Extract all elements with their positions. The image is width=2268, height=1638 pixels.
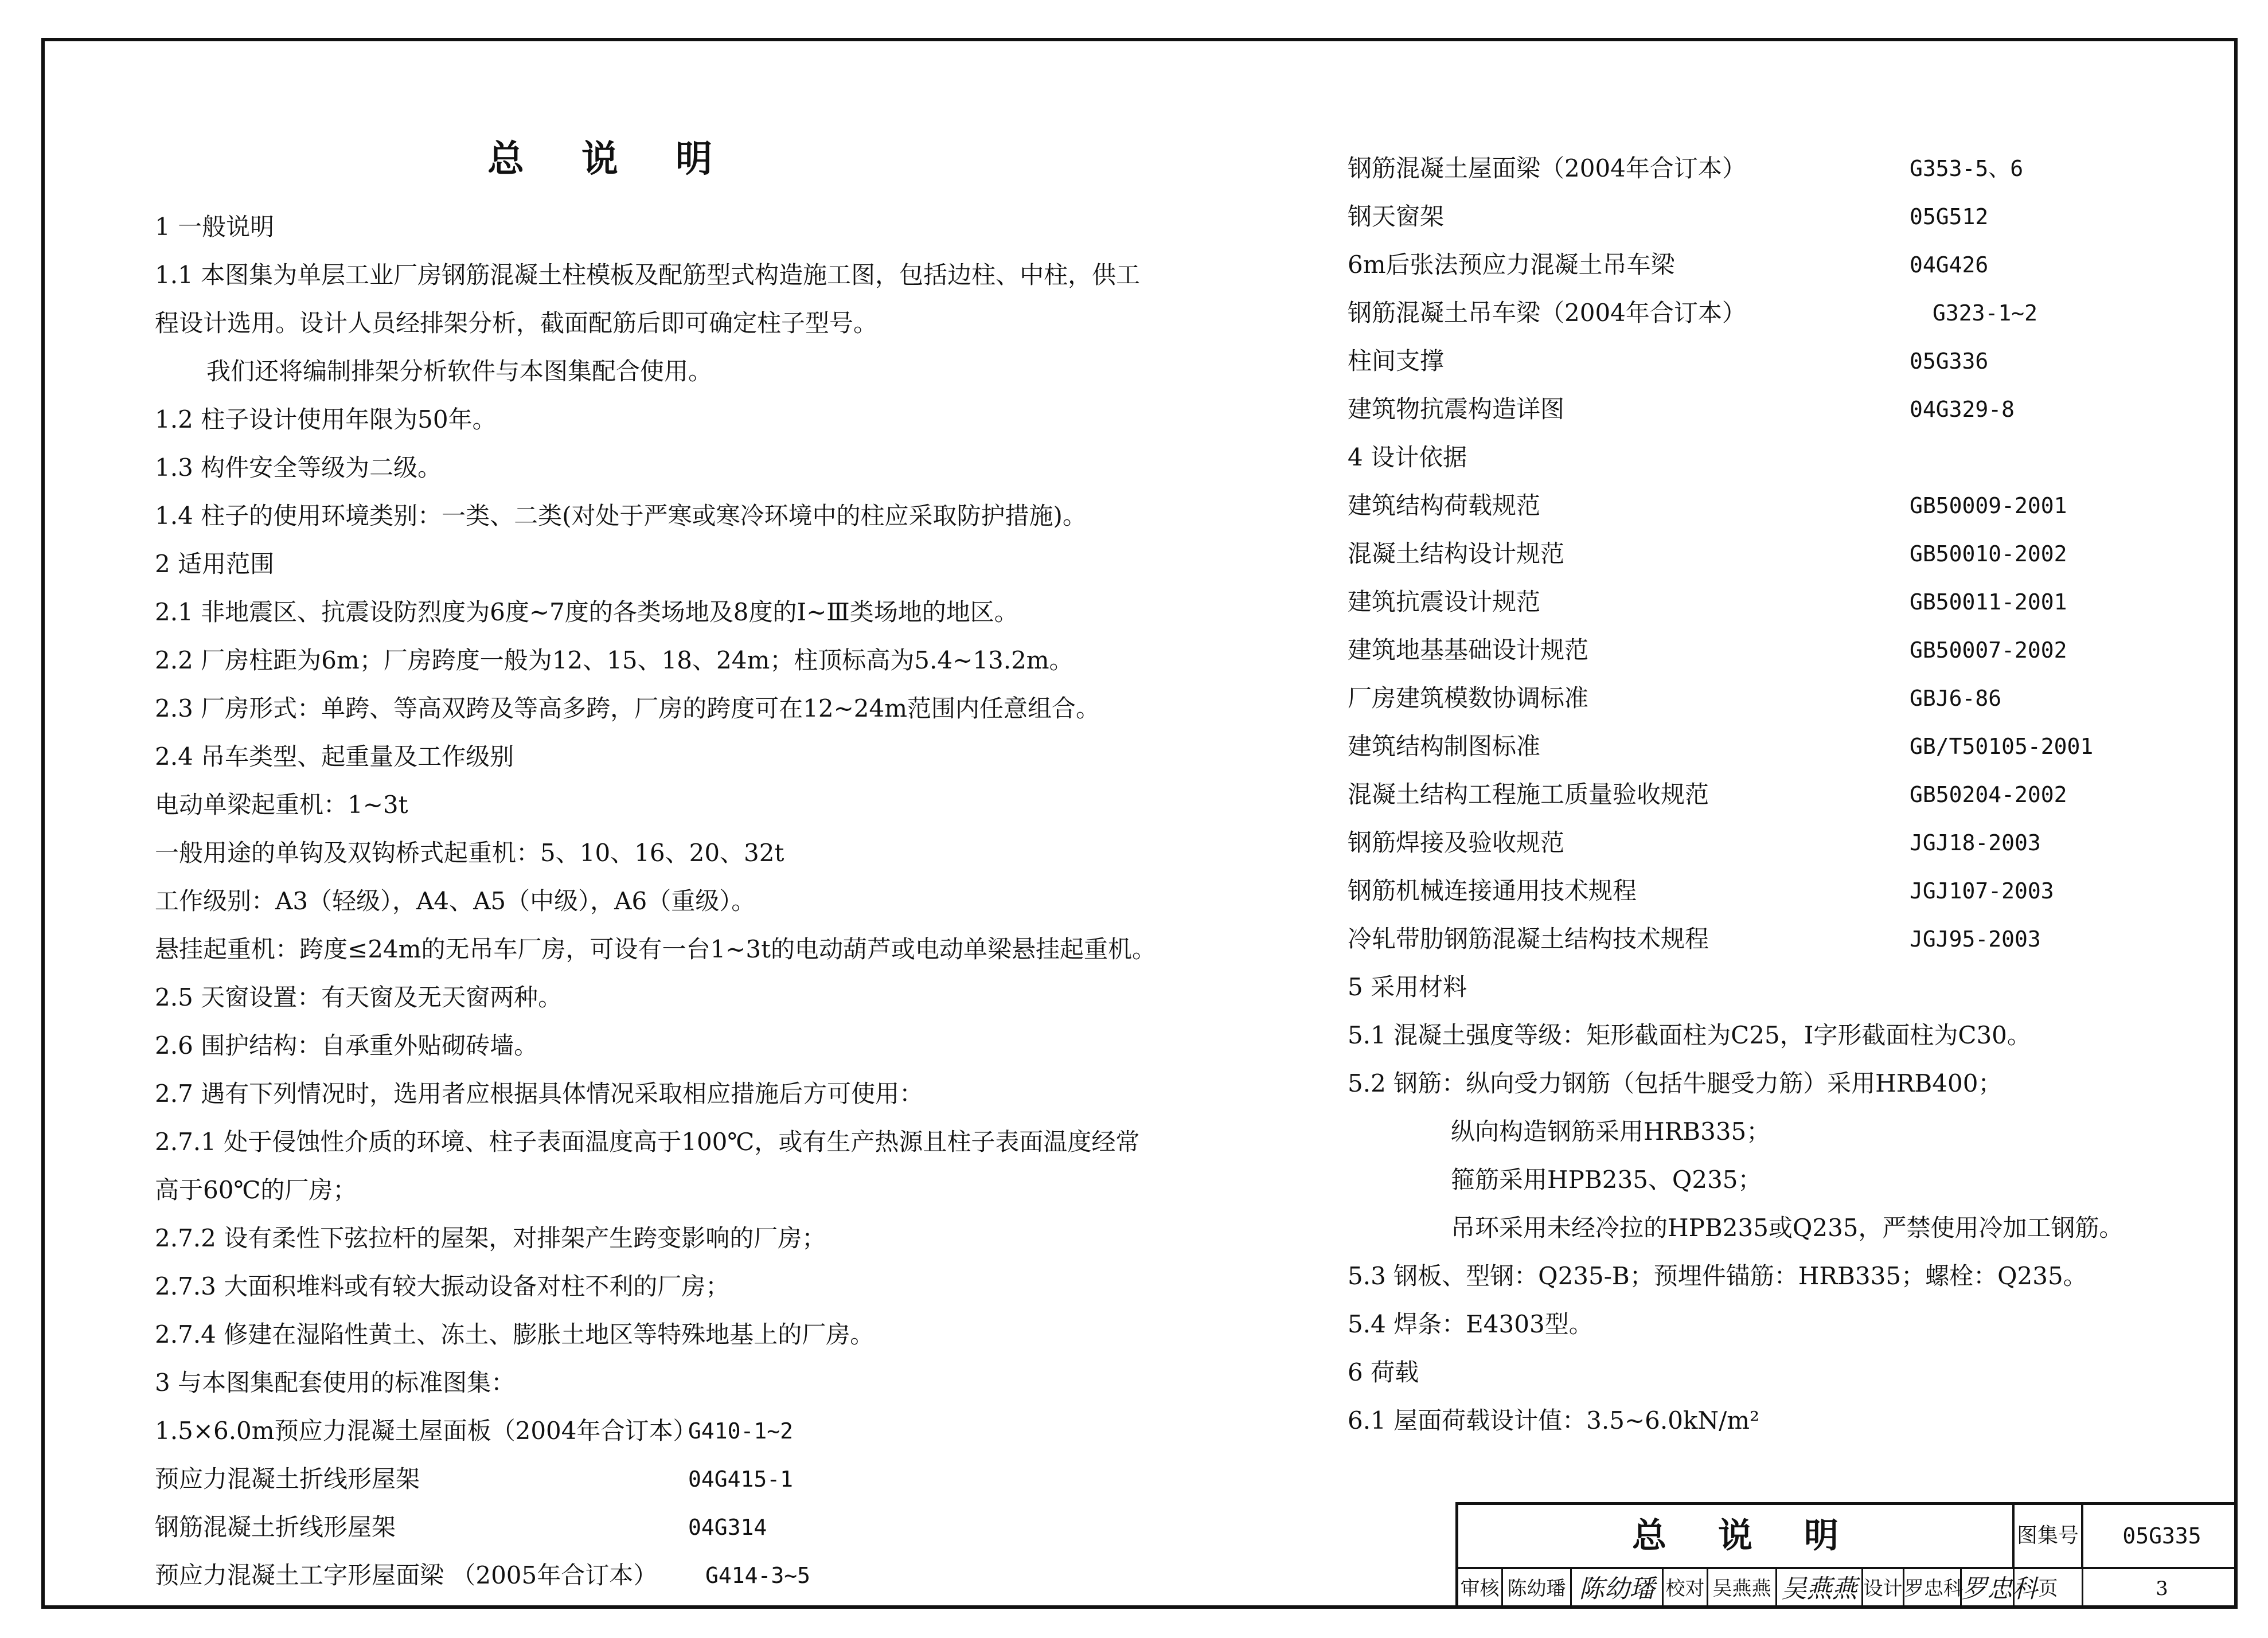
- reference-code: JGJ107-2003: [1910, 878, 2054, 904]
- reference-title: 建筑结构制图标准: [1348, 732, 1541, 760]
- reference-code: GB50204-2002: [1910, 782, 2067, 807]
- reference-title: 钢筋焊接及验收规范: [1348, 828, 1565, 857]
- reference-row: [1348, 144, 2150, 193]
- page-label: 页: [2015, 1569, 2083, 1609]
- text-line: 2.3 厂房形式：单跨、等高双跨及等高多跨，厂房的跨度可在12~24m范围内任意组合。: [155, 694, 1100, 722]
- reference-title: 柱间支撑: [1348, 347, 1445, 375]
- reference-title: 钢筋机械连接通用技术规程: [1348, 877, 1637, 905]
- reference-row: [155, 1551, 1130, 1600]
- reference-row: [1348, 819, 2150, 867]
- right-column: [1348, 144, 2150, 1445]
- reference-row: [1348, 385, 2150, 433]
- reference-title: 预应力混凝土工字形屋面梁 （2005年合订本）: [155, 1561, 658, 1589]
- designer-signature: 罗忠科: [1962, 1569, 2015, 1609]
- text-line: 2.7.1 处于侵蚀性介质的环境、柱子表面温度高于100℃，或有生产热源且柱子表面温度经常: [155, 1128, 1140, 1156]
- reference-code: GB50011-2001: [1910, 589, 2067, 615]
- reference-code: 04G314: [688, 1515, 767, 1540]
- reference-code: JGJ95-2003: [1910, 926, 2041, 952]
- text-line: 2.4 吊车类型、起重量及工作级别: [155, 742, 514, 771]
- page-title: 总说明: [487, 138, 770, 181]
- text-line: 4 设计依据: [1348, 443, 1467, 471]
- reference-code: GB50007-2002: [1910, 638, 2067, 663]
- reference-code: GB/T50105-2001: [1910, 734, 2094, 759]
- reference-row: [155, 1407, 1130, 1455]
- checker-name: 吴燕燕: [1708, 1569, 1777, 1609]
- reference-title: 钢筋混凝土吊车梁（2004年合订本）: [1348, 299, 1746, 327]
- text-line: 程设计选用。设计人员经排架分析，截面配筋后即可确定柱子型号。: [155, 309, 878, 337]
- text-line: 工作级别：A3（轻级），A4、A5（中级），A6（重级）。: [155, 887, 756, 915]
- text-line: 我们还将编制排架分析软件与本图集配合使用。: [206, 357, 713, 385]
- text-line: 3 与本图集配套使用的标准图集：: [155, 1369, 516, 1397]
- text-line: 高于60℃的厂房；: [155, 1176, 357, 1204]
- reviewer-signature: 陈幼璠: [1572, 1569, 1664, 1609]
- text-line: 箍筋采用HPB235、Q235；: [1451, 1166, 1762, 1194]
- reference-title: 钢筋混凝土屋面梁（2004年合订本）: [1348, 154, 1746, 182]
- text-line: 6.1 屋面荷载设计值：3.5~6.0kN/m²: [1348, 1406, 1759, 1434]
- reference-row: [1348, 915, 2150, 963]
- reference-title: 建筑抗震设计规范: [1348, 588, 1541, 616]
- text-line: 2.7.2 设有柔性下弦拉杆的屋架，对排架产生跨变影响的厂房；: [155, 1224, 826, 1252]
- checker-signature: 吴燕燕: [1777, 1569, 1863, 1609]
- text-line: 5.2 钢筋：纵向受力钢筋（包括牛腿受力筋）采用HRB400；: [1348, 1069, 2002, 1097]
- reference-row: [1348, 193, 2150, 241]
- reference-title: 厂房建筑模数协调标准: [1348, 684, 1589, 712]
- text-line: 2.6 围护结构：自承重外贴砌砖墙。: [155, 1031, 538, 1060]
- text-line: 5.3 钢板、型钢：Q235-B；预埋件锚筋：HRB335；螺栓：Q235。: [1348, 1262, 2087, 1290]
- page-number: 3: [2156, 1577, 2168, 1600]
- reference-code: JGJ18-2003: [1910, 830, 2041, 855]
- reference-row: [1348, 626, 2150, 674]
- reference-title: 钢筋混凝土折线形屋架: [155, 1513, 396, 1541]
- design-label: 设计: [1863, 1569, 1904, 1609]
- reference-row: [1348, 241, 2150, 289]
- reference-code: G353-5、6: [1910, 156, 2024, 181]
- text-line: 5 采用材料: [1348, 973, 1467, 1001]
- reference-row: [1348, 482, 2150, 530]
- reference-code: 04G329-8: [1910, 397, 2015, 422]
- reference-title: 混凝土结构工程施工质量验收规范: [1348, 780, 1709, 808]
- atlas-number: 05G335: [2122, 1523, 2201, 1549]
- text-line: 纵向构造钢筋采用HRB335；: [1451, 1117, 1771, 1146]
- reference-title: 混凝土结构设计规范: [1348, 540, 1565, 568]
- text-line: 1.4 柱子的使用环境类别：一类、二类(对处于严寒或寒冷环境中的柱应采取防护措施)。: [155, 502, 1087, 530]
- reference-title: 建筑结构荷载规范: [1348, 491, 1541, 519]
- text-line: 2.2 厂房柱距为6m；厂房跨度一般为12、15、18、24m；柱顶标高为5.4~13.2m。: [155, 646, 1074, 674]
- text-line: 5.4 焊条：E4303型。: [1348, 1310, 1593, 1338]
- text-line: 2.7 遇有下列情况时，选用者应根据具体情况采取相应措施后方可使用：: [155, 1080, 924, 1108]
- reference-row: [155, 1503, 1130, 1551]
- title-block-top-row: [1458, 1505, 2238, 1569]
- reference-row: [1348, 337, 2150, 385]
- reference-code: 05G336: [1910, 349, 1989, 374]
- reference-title: 建筑地基基础设计规范: [1348, 636, 1589, 664]
- left-column: [155, 203, 1156, 1600]
- reference-code: GBJ6-86: [1910, 686, 2002, 711]
- reference-title: 1.5×6.0m预应力混凝土屋面板（2004年合订本）: [155, 1417, 697, 1445]
- reference-row: [1348, 722, 2150, 771]
- reference-row: [1348, 289, 2150, 337]
- reference-title: 建筑物抗震构造详图: [1348, 395, 1565, 423]
- reference-code: GB50010-2002: [1910, 541, 2067, 566]
- text-line: 1.3 构件安全等级为二级。: [155, 454, 442, 482]
- check-label: 校对: [1664, 1569, 1708, 1609]
- reference-code: G323-1~2: [1933, 300, 2038, 326]
- atlas-number-label: 图集号: [2015, 1505, 2083, 1567]
- text-line: 1.2 柱子设计使用年限为50年。: [155, 405, 497, 433]
- text-line: 6 荷载: [1348, 1358, 1419, 1386]
- reference-title: 钢天窗架: [1348, 202, 1445, 230]
- text-line: 1 一般说明: [155, 213, 275, 241]
- title-block-title: 总说明: [1458, 1505, 2015, 1567]
- text-line: 2 适用范围: [155, 550, 275, 578]
- reference-title: 冷轧带肋钢筋混凝土结构技术规程: [1348, 925, 1709, 953]
- reference-title: 6m后张法预应力混凝土吊车梁: [1348, 251, 1675, 279]
- reference-row: [1348, 771, 2150, 819]
- designer-name: 罗忠科: [1904, 1569, 1962, 1609]
- text-line: 5.1 混凝土强度等级：矩形截面柱为C25，I字形截面柱为C30。: [1348, 1021, 2031, 1049]
- text-line: 悬挂起重机：跨度≤24m的无吊车厂房，可设有一台1~3t的电动葫芦或电动单梁悬挂起重机。: [155, 935, 1156, 963]
- text-line: 吊环采用未经冷拉的HPB235或Q235，严禁使用冷加工钢筋。: [1451, 1214, 2123, 1242]
- reference-code: G414-3~5: [705, 1563, 811, 1588]
- reference-row: [1348, 867, 2150, 915]
- title-block-sign-row: [1458, 1569, 2238, 1609]
- text-line: 2.7.3 大面积堆料或有较大振动设备对柱不利的厂房；: [155, 1272, 730, 1300]
- reference-code: G410-1~2: [688, 1418, 794, 1444]
- review-label: 审核: [1458, 1569, 1503, 1609]
- reference-title: 预应力混凝土折线形屋架: [155, 1465, 420, 1493]
- reference-code: 05G512: [1910, 204, 1989, 229]
- reference-code: 04G426: [1910, 252, 1989, 277]
- text-line: 1.1 本图集为单层工业厂房钢筋混凝土柱模板及配筋型式构造施工图，包括边柱、中柱，供工: [155, 261, 1141, 289]
- text-line: 电动单梁起重机：1~3t: [155, 791, 408, 819]
- text-line: 2.1 非地震区、抗震设防烈度为6度~7度的各类场地及8度的Ⅰ~Ⅲ类场地的地区。: [155, 598, 1018, 626]
- reference-code: GB50009-2001: [1910, 493, 2067, 518]
- reviewer-name: 陈幼璠: [1503, 1569, 1572, 1609]
- reference-row: [1348, 530, 2150, 578]
- reference-row: [155, 1455, 1130, 1503]
- text-line: 一般用途的单钩及双钩桥式起重机：5、10、16、20、32t: [155, 839, 784, 867]
- text-line: 2.5 天窗设置：有天窗及无天窗两种。: [155, 983, 563, 1011]
- reference-row: [1348, 578, 2150, 626]
- reference-code: 04G415-1: [688, 1467, 794, 1492]
- title-block: [1455, 1502, 2238, 1609]
- reference-row: [1348, 674, 2150, 722]
- text-line: 2.7.4 修建在湿陷性黄土、冻土、膨胀土地区等特殊地基上的厂房。: [155, 1320, 875, 1348]
